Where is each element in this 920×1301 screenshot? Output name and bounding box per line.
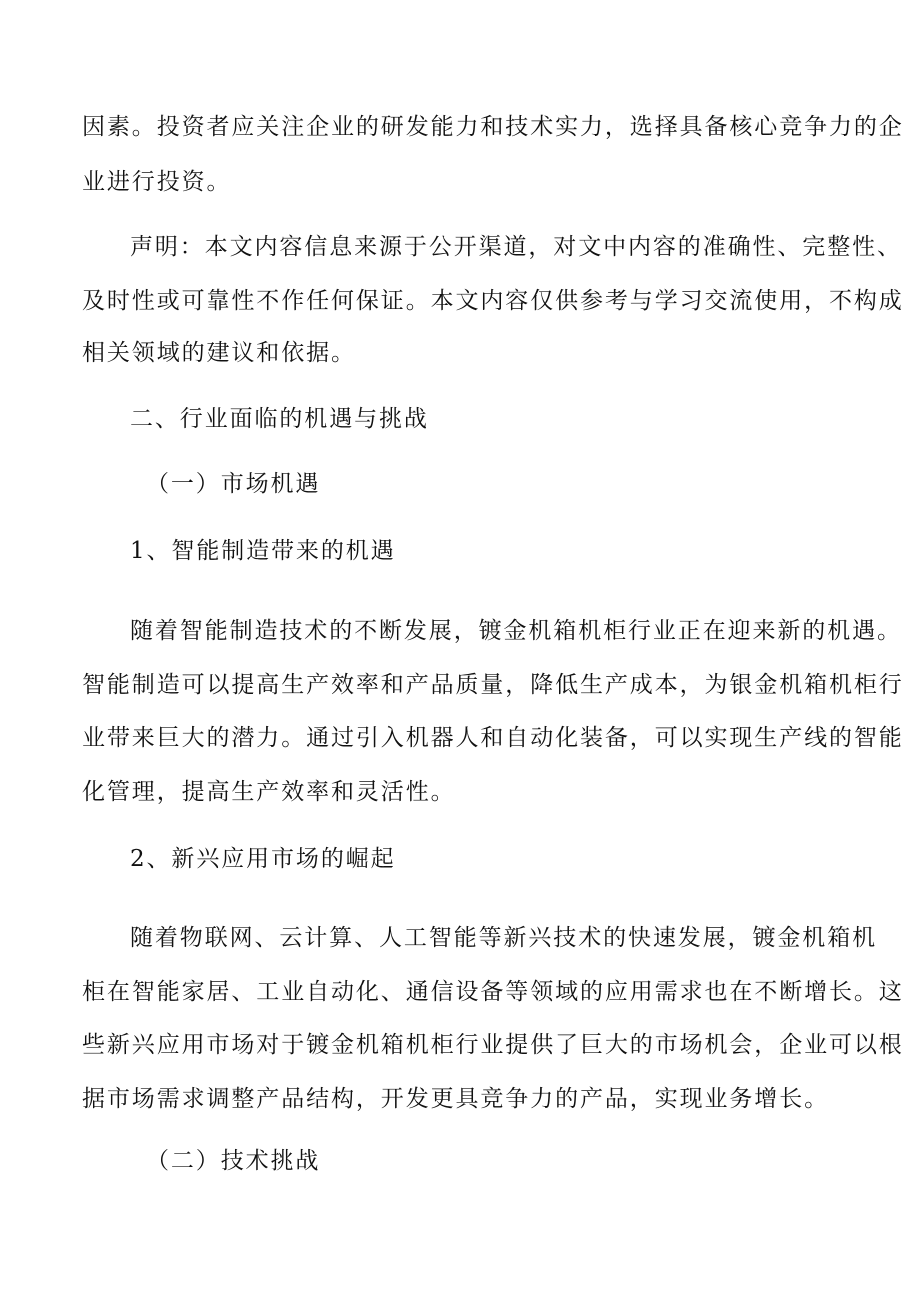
paragraph-line: 柜在智能家居、工业自动化、通信设备等领域的应用需求也在不断增长。这 bbox=[82, 979, 904, 1005]
paragraph-line: 业进行投资。 bbox=[82, 169, 232, 195]
paragraph-line: 些新兴应用市场对于镀金机箱机柜行业提供了巨大的市场机会，企业可以根 bbox=[82, 1032, 904, 1058]
paragraph-line: 智能制造可以提高生产效率和产品质量，降低生产成本，为银金机箱机柜行 bbox=[82, 672, 904, 698]
statement-line: 声明：本文内容信息来源于公开渠道，对文中内容的准确性、完整性、 bbox=[130, 234, 902, 260]
subsection-heading-technology: （二）技术挑战 bbox=[146, 1148, 321, 1174]
paragraph-line: 随着物联网、云计算、人工智能等新兴技术的快速发展，镀金机箱机 bbox=[130, 925, 877, 951]
item-heading-smart-manufacturing: 1、智能制造带来的机遇 bbox=[130, 538, 396, 564]
statement-line: 及时性或可靠性不作任何保证。本文内容仅供参考与学习交流使用，不构成 bbox=[82, 288, 904, 314]
subsection-heading-market: （一）市场机遇 bbox=[146, 471, 321, 497]
paragraph-line: 因素。投资者应关注企业的研发能力和技术实力，选择具备核心竞争力的企 bbox=[82, 114, 904, 140]
item-heading-emerging-markets: 2、新兴应用市场的崛起 bbox=[130, 846, 396, 872]
statement-line: 相关领域的建议和依据。 bbox=[82, 340, 356, 366]
paragraph-line: 随着智能制造技术的不断发展，镀金机箱机柜行业正在迎来新的机遇。 bbox=[130, 618, 902, 644]
paragraph-line: 化管理，提高生产效率和灵活性。 bbox=[82, 779, 456, 805]
paragraph-line: 据市场需求调整产品结构，开发更具竞争力的产品，实现业务增长。 bbox=[82, 1086, 829, 1112]
paragraph-line: 业带来巨大的潜力。通过引入机器人和自动化装备，可以实现生产线的智能 bbox=[82, 725, 904, 751]
section-heading: 二、行业面临的机遇与挑战 bbox=[130, 406, 429, 432]
